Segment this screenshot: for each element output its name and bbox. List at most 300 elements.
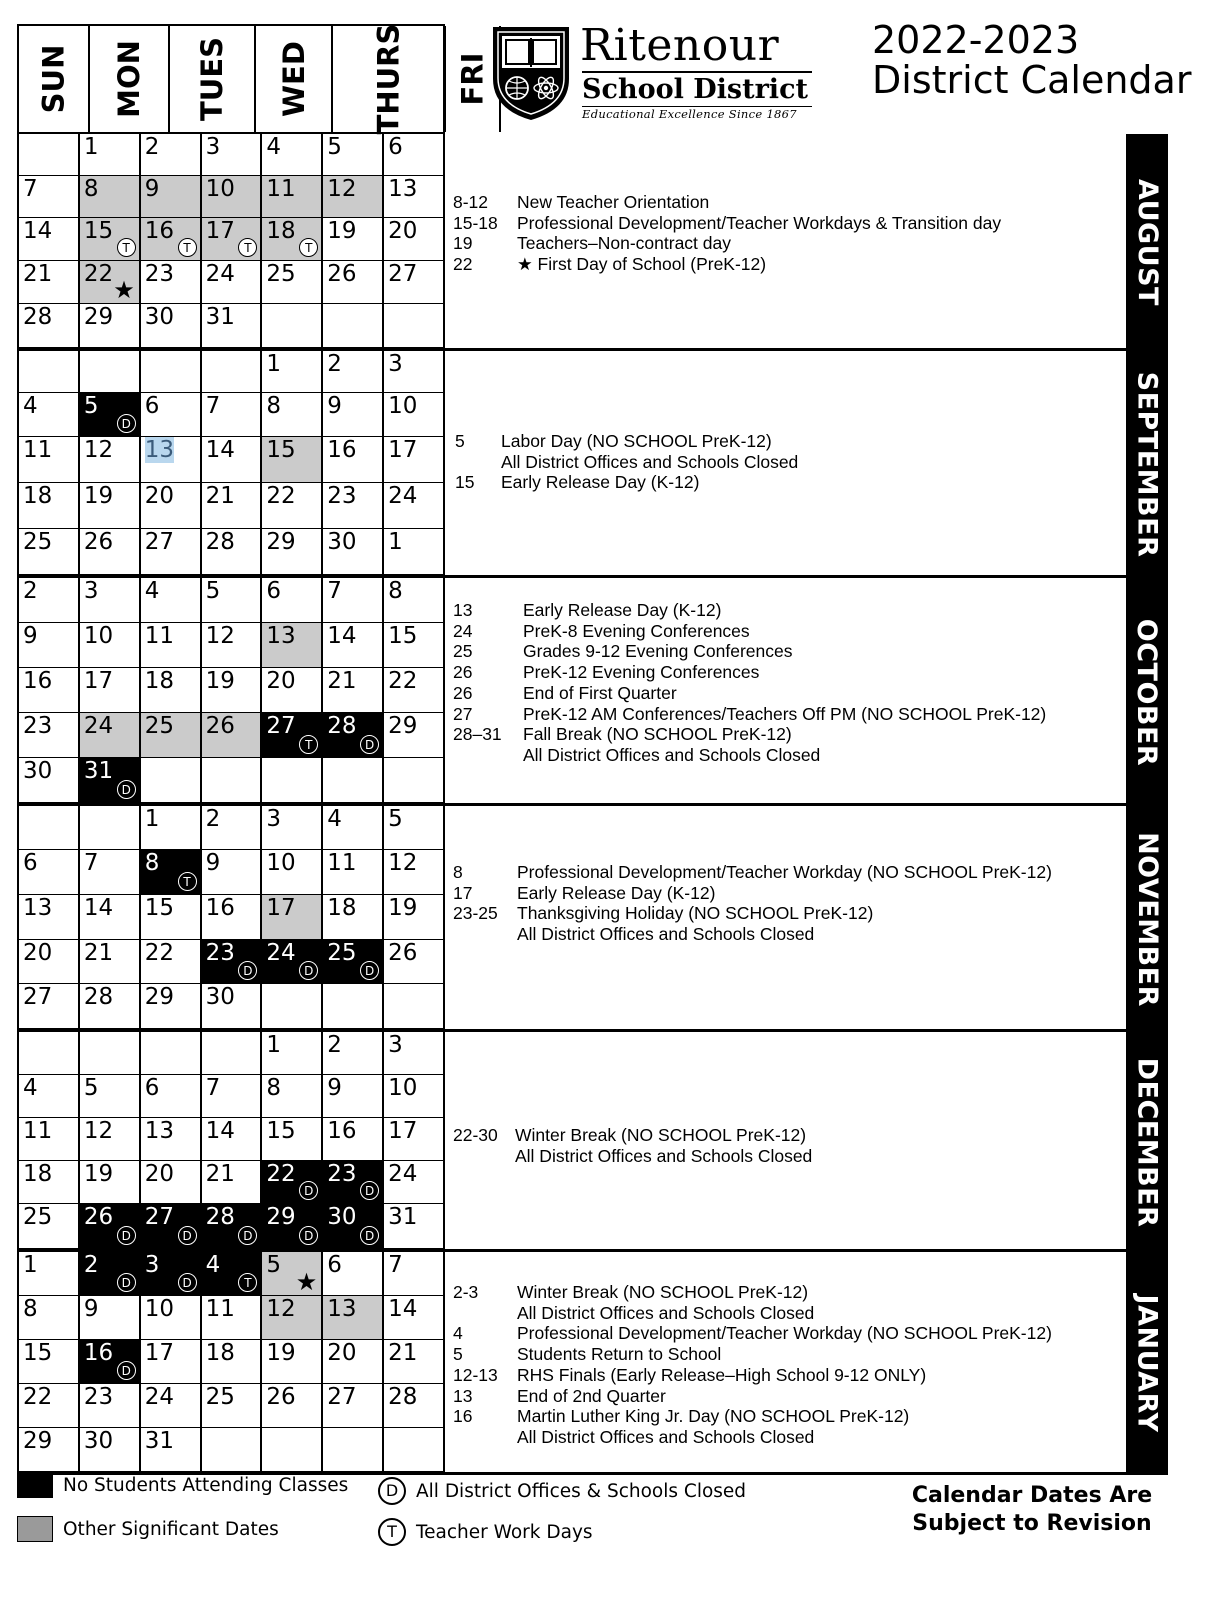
day-number: 29 (23, 1428, 53, 1454)
note-date: 25 (453, 641, 473, 662)
month-name: SEPTEMBER (1131, 371, 1163, 558)
note-date: 12-13 (453, 1364, 498, 1385)
day-cell (262, 351, 323, 393)
day-number: 27 (144, 1204, 174, 1230)
day-cell (202, 176, 263, 218)
teacher-badge-icon: T (378, 1518, 406, 1546)
day-cell (80, 940, 141, 984)
note-item (453, 1125, 1126, 1146)
day-cell (202, 1340, 263, 1384)
day-cell (141, 176, 202, 218)
day-number: 30 (23, 758, 53, 784)
day-cell (202, 134, 263, 176)
closed-badge-icon: D (238, 961, 257, 980)
day-cell (202, 578, 263, 623)
month-label-august (1126, 134, 1168, 351)
day-cell (80, 1204, 141, 1249)
day-cell (19, 261, 80, 304)
note-date: 26 (453, 662, 473, 683)
day-cell (141, 529, 202, 575)
day-cell (19, 668, 80, 713)
day-number: 28 (83, 984, 114, 1010)
closed-badge-icon: D (178, 1273, 197, 1292)
note-item (453, 1282, 1126, 1303)
month-label-september (1126, 351, 1168, 578)
day-number: 5 (83, 1075, 99, 1101)
page-title (872, 20, 1191, 100)
day-number: 20 (266, 668, 296, 694)
day-cell (202, 806, 263, 850)
day-cell (262, 1032, 323, 1075)
note-item (453, 1406, 1126, 1427)
day-cell (262, 261, 323, 304)
day-cell (141, 1252, 202, 1296)
notes-panel (445, 134, 1126, 1475)
empty-cell (19, 806, 80, 850)
day-number: 19 (83, 483, 114, 509)
day-cell (323, 351, 384, 393)
day-number: 1 (388, 529, 403, 555)
day-number: 12 (83, 1118, 114, 1144)
closed-badge-icon: D (360, 961, 379, 980)
weekday-thurs: THURS (333, 26, 446, 132)
empty-cell (262, 758, 323, 803)
day-cell (384, 668, 445, 713)
closed-badge-icon: D (117, 1361, 136, 1380)
closed-badge-icon: D (299, 1181, 318, 1200)
day-cell (384, 1161, 445, 1204)
day-cell (19, 1340, 80, 1384)
day-cell (384, 261, 445, 304)
day-cell (19, 578, 80, 623)
day-cell (202, 850, 263, 895)
day-number: 26 (83, 1204, 114, 1230)
day-cell (19, 437, 80, 483)
note-text: Early Release Day (K-12) (523, 600, 722, 620)
day-number: 16 (205, 895, 235, 921)
day-number: 31 (83, 758, 114, 784)
closed-badge-icon: D (117, 780, 136, 799)
day-cell (262, 578, 323, 623)
day-cell (202, 984, 263, 1029)
day-cell (262, 1161, 323, 1204)
day-cell (262, 668, 323, 713)
empty-cell (19, 1032, 80, 1075)
day-number: 17 (83, 668, 114, 694)
day-number: 3 (266, 806, 282, 832)
day-number: 23 (23, 713, 53, 739)
day-number: 27 (327, 1384, 357, 1410)
day-number: 23 (205, 940, 235, 966)
empty-cell (323, 984, 384, 1029)
day-cell (384, 134, 445, 176)
day-number: 21 (205, 483, 235, 509)
legend-teacher (378, 1518, 593, 1546)
day-cell (202, 1296, 263, 1340)
empty-cell (384, 304, 445, 348)
day-number: 3 (388, 351, 403, 377)
day-cell (262, 1296, 323, 1340)
day-cell (384, 529, 445, 575)
day-cell (141, 850, 202, 895)
day-cell (19, 304, 80, 348)
day-cell (19, 529, 80, 575)
day-number: 10 (205, 176, 235, 202)
month-grid-december (17, 1032, 445, 1252)
month-grid-october (17, 578, 445, 806)
day-cell (80, 668, 141, 713)
day-number: 3 (205, 134, 221, 160)
legend-no-students-label: No Students Attending Classes (63, 1474, 349, 1496)
note-item (453, 1427, 1126, 1448)
day-cell (141, 713, 202, 758)
day-number: 2 (144, 134, 160, 160)
day-number: 15 (144, 895, 174, 921)
note-text: All District Offices and Schools Closed (501, 451, 799, 472)
day-cell (384, 1252, 445, 1296)
note-text: End of First Quarter (523, 682, 677, 703)
legend-closed (378, 1477, 746, 1505)
day-cell (80, 578, 141, 623)
day-number: 1 (266, 1032, 282, 1058)
day-cell (323, 578, 384, 623)
day-cell (80, 1161, 141, 1204)
day-cell (384, 578, 445, 623)
day-number: 4 (23, 1075, 38, 1101)
day-cell (19, 1161, 80, 1204)
note-item (453, 621, 1126, 642)
day-cell (262, 218, 323, 261)
day-number: 14 (83, 895, 114, 921)
day-cell (80, 623, 141, 668)
day-number: 19 (205, 668, 235, 694)
day-number: 21 (388, 1340, 418, 1366)
day-cell (262, 623, 323, 668)
day-cell (141, 578, 202, 623)
empty-cell (323, 304, 384, 348)
day-number: 1 (144, 806, 160, 832)
day-number: 9 (327, 1075, 342, 1101)
note-item (453, 1365, 1126, 1386)
day-cell (141, 1118, 202, 1161)
day-cell (262, 940, 323, 984)
day-number: 5 (205, 578, 221, 604)
day-cell (19, 1252, 80, 1296)
month-grid-january (17, 1252, 445, 1475)
empty-cell (323, 758, 384, 803)
day-number: 20 (388, 218, 418, 244)
revision-notice (902, 1482, 1162, 1538)
note-text: All District Offices and Schools Closed (517, 924, 815, 945)
day-number: 27 (23, 984, 53, 1010)
day-number: 13 (144, 1118, 174, 1144)
day-number: 20 (327, 1340, 357, 1366)
day-cell (80, 1428, 141, 1472)
day-number: 30 (327, 529, 357, 555)
note-text: PreK-12 AM Conferences/Teachers Off PM (NO SCHOOL PreK-12) (523, 703, 1047, 724)
closed-badge-icon: D (117, 1226, 136, 1245)
note-text: Winter Break (NO SCHOOL PreK-12) (515, 1125, 807, 1145)
teacher-badge-icon: T (238, 1273, 257, 1292)
day-number: 5 (83, 393, 99, 419)
day-cell (262, 1118, 323, 1161)
day-cell (141, 134, 202, 176)
day-number: 26 (327, 261, 357, 287)
note-date: 8 (453, 862, 463, 882)
district-logo (490, 20, 820, 124)
day-number: 21 (327, 668, 357, 694)
legend-no-students (17, 1472, 348, 1498)
day-cell (262, 713, 323, 758)
day-number: 11 (23, 437, 53, 463)
day-number: 8 (23, 1296, 38, 1322)
day-number: 15 (266, 1118, 296, 1144)
day-cell (323, 806, 384, 850)
note-text: Martin Luther King Jr. Day (NO SCHOOL PreK-12) (517, 1406, 910, 1427)
note-item (453, 1323, 1126, 1344)
day-cell (19, 393, 80, 437)
month-label-november (1126, 806, 1168, 1032)
note-date: 27 (453, 703, 473, 724)
day-cell (202, 1384, 263, 1428)
month-name: DECEMBER (1131, 1057, 1163, 1227)
day-number: 24 (266, 940, 296, 966)
day-number: 30 (205, 984, 235, 1010)
day-cell (202, 393, 263, 437)
day-number: 24 (388, 1161, 418, 1187)
day-number: 18 (23, 483, 53, 509)
day-number: 2 (83, 1252, 99, 1278)
day-cell (141, 1075, 202, 1118)
day-cell (80, 393, 141, 437)
day-cell (323, 218, 384, 261)
note-date: 13 (453, 600, 473, 620)
day-cell (323, 668, 384, 713)
day-number: 6 (144, 393, 160, 419)
day-number: 31 (205, 304, 235, 330)
day-cell (19, 1384, 80, 1428)
day-number: 7 (388, 1252, 403, 1278)
day-cell (384, 940, 445, 984)
weekday-tues: TUES (170, 26, 256, 132)
teacher-badge-icon: T (238, 238, 257, 257)
day-cell (19, 1296, 80, 1340)
day-cell (141, 1340, 202, 1384)
day-number: 23 (327, 483, 357, 509)
teacher-badge-icon: T (178, 872, 197, 891)
day-cell (384, 437, 445, 483)
day-number: 26 (83, 529, 114, 555)
day-cell (141, 1296, 202, 1340)
day-number: 30 (327, 1204, 357, 1230)
day-number: 16 (327, 1118, 357, 1144)
day-cell (141, 304, 202, 348)
empty-cell (19, 351, 80, 393)
day-number: 22 (266, 483, 296, 509)
notes-october (445, 578, 1126, 806)
day-number: 10 (83, 623, 114, 649)
day-number: 22 (388, 668, 418, 694)
note-text: RHS Finals (Early Release–High School 9-12 ONLY) (517, 1364, 927, 1385)
revision-line-2: Subject to Revision (912, 1511, 1152, 1536)
note-item (453, 1146, 1126, 1167)
day-cell (80, 1340, 141, 1384)
note-text: All District Offices and Schools Closed (517, 1302, 815, 1323)
day-number: 19 (388, 895, 418, 921)
day-number: 30 (144, 304, 174, 330)
day-cell (262, 134, 323, 176)
day-number: 27 (266, 713, 296, 739)
note-item (453, 883, 1126, 904)
day-number: 5 (327, 134, 342, 160)
day-number: 27 (388, 261, 418, 287)
note-item (453, 862, 1126, 883)
day-cell (202, 529, 263, 575)
day-number: 16 (83, 1340, 114, 1366)
day-cell (202, 483, 263, 529)
day-cell (323, 1161, 384, 1204)
month-name: JANUARY (1131, 1294, 1163, 1433)
note-item (453, 641, 1126, 662)
day-number: 24 (388, 483, 418, 509)
day-cell (384, 623, 445, 668)
note-date: 8-12 (453, 192, 489, 212)
day-cell (384, 218, 445, 261)
note-item (453, 233, 1126, 254)
day-number: 12 (266, 1296, 296, 1322)
day-number: 11 (205, 1296, 235, 1322)
weekday-header (17, 23, 490, 135)
day-number: 24 (144, 1384, 174, 1410)
day-cell (202, 713, 263, 758)
weekday-fri: FRI (446, 26, 501, 132)
day-number: 22 (266, 1161, 296, 1187)
month-name: OCTOBER (1131, 618, 1163, 766)
day-number: 26 (388, 940, 418, 966)
day-number: 28 (205, 1204, 235, 1230)
day-number: 15 (266, 437, 296, 463)
note-date: 15-18 (453, 212, 498, 233)
logo-title: Ritenour (580, 20, 780, 71)
note-date (455, 452, 501, 473)
day-number: 17 (205, 218, 235, 244)
month-grid-november (17, 806, 445, 1032)
day-cell (323, 1252, 384, 1296)
day-cell (384, 1032, 445, 1075)
note-date: 16 (453, 1406, 473, 1427)
notes-august (445, 134, 1126, 351)
note-date: 13 (453, 1385, 473, 1406)
day-cell (141, 483, 202, 529)
legend-closed-label: All District Offices & Schools Closed (416, 1480, 747, 1502)
note-item (455, 452, 1126, 473)
day-cell (384, 1118, 445, 1161)
day-cell (323, 850, 384, 895)
day-number: 29 (83, 304, 114, 330)
teacher-badge-icon: T (299, 735, 318, 754)
day-cell (323, 940, 384, 984)
day-cell (19, 1075, 80, 1118)
note-date: 15 (455, 472, 475, 493)
day-number: 2 (205, 806, 221, 832)
day-number: 18 (266, 218, 296, 244)
day-number: 31 (144, 1428, 174, 1454)
teacher-badge-icon: T (178, 238, 197, 257)
day-cell (19, 940, 80, 984)
day-cell (80, 1384, 141, 1428)
day-cell (262, 483, 323, 529)
note-text: Early Release Day (K-12) (517, 882, 716, 903)
day-cell (323, 261, 384, 304)
day-number: 10 (144, 1296, 174, 1322)
day-cell (323, 1340, 384, 1384)
gray-swatch (17, 1516, 53, 1542)
note-date: 2-3 (453, 1282, 479, 1302)
day-number: 7 (83, 850, 99, 876)
day-cell (323, 1296, 384, 1340)
day-cell (202, 895, 263, 940)
empty-cell (141, 1032, 202, 1075)
note-date: 19 (453, 233, 473, 254)
closed-badge-icon: D (299, 961, 318, 980)
day-cell (202, 668, 263, 713)
day-number: 29 (388, 713, 418, 739)
day-cell (141, 261, 202, 304)
day-number: 6 (327, 1252, 342, 1278)
day-cell (19, 984, 80, 1029)
title-text: District Calendar (872, 58, 1192, 102)
day-number: 4 (327, 806, 342, 832)
empty-cell (141, 758, 202, 803)
day-cell (323, 1384, 384, 1428)
day-number: 14 (205, 1118, 235, 1144)
day-number: 9 (327, 393, 342, 419)
day-number: 5 (266, 1252, 282, 1278)
closed-badge-icon: D (117, 414, 136, 433)
note-text: Fall Break (NO SCHOOL PreK-12) (523, 724, 792, 745)
day-number: 12 (205, 623, 235, 649)
month-grid-august (17, 134, 445, 351)
note-item (453, 213, 1126, 234)
day-number: 25 (144, 713, 174, 739)
day-number: 9 (205, 850, 221, 876)
day-cell (141, 623, 202, 668)
day-number: 4 (266, 134, 282, 160)
month-name: AUGUST (1131, 179, 1163, 306)
day-number: 2 (327, 351, 342, 377)
legend-significant (17, 1516, 279, 1542)
day-cell (384, 1075, 445, 1118)
day-cell (202, 304, 263, 348)
day-number: 18 (327, 895, 357, 921)
day-number: 7 (23, 176, 38, 202)
closed-badge-icon: D (360, 1181, 379, 1200)
day-cell (323, 483, 384, 529)
day-cell (384, 1340, 445, 1384)
day-number: 13 (388, 176, 418, 202)
day-cell (19, 1118, 80, 1161)
note-date (453, 924, 517, 945)
day-cell (202, 1161, 263, 1204)
empty-cell (262, 1428, 323, 1472)
day-number: 25 (205, 1384, 235, 1410)
note-item (455, 431, 1126, 452)
day-cell (19, 1204, 80, 1249)
day-cell (262, 806, 323, 850)
day-number: 22 (144, 940, 174, 966)
note-date: 22 (453, 254, 473, 275)
day-cell (202, 1204, 263, 1249)
